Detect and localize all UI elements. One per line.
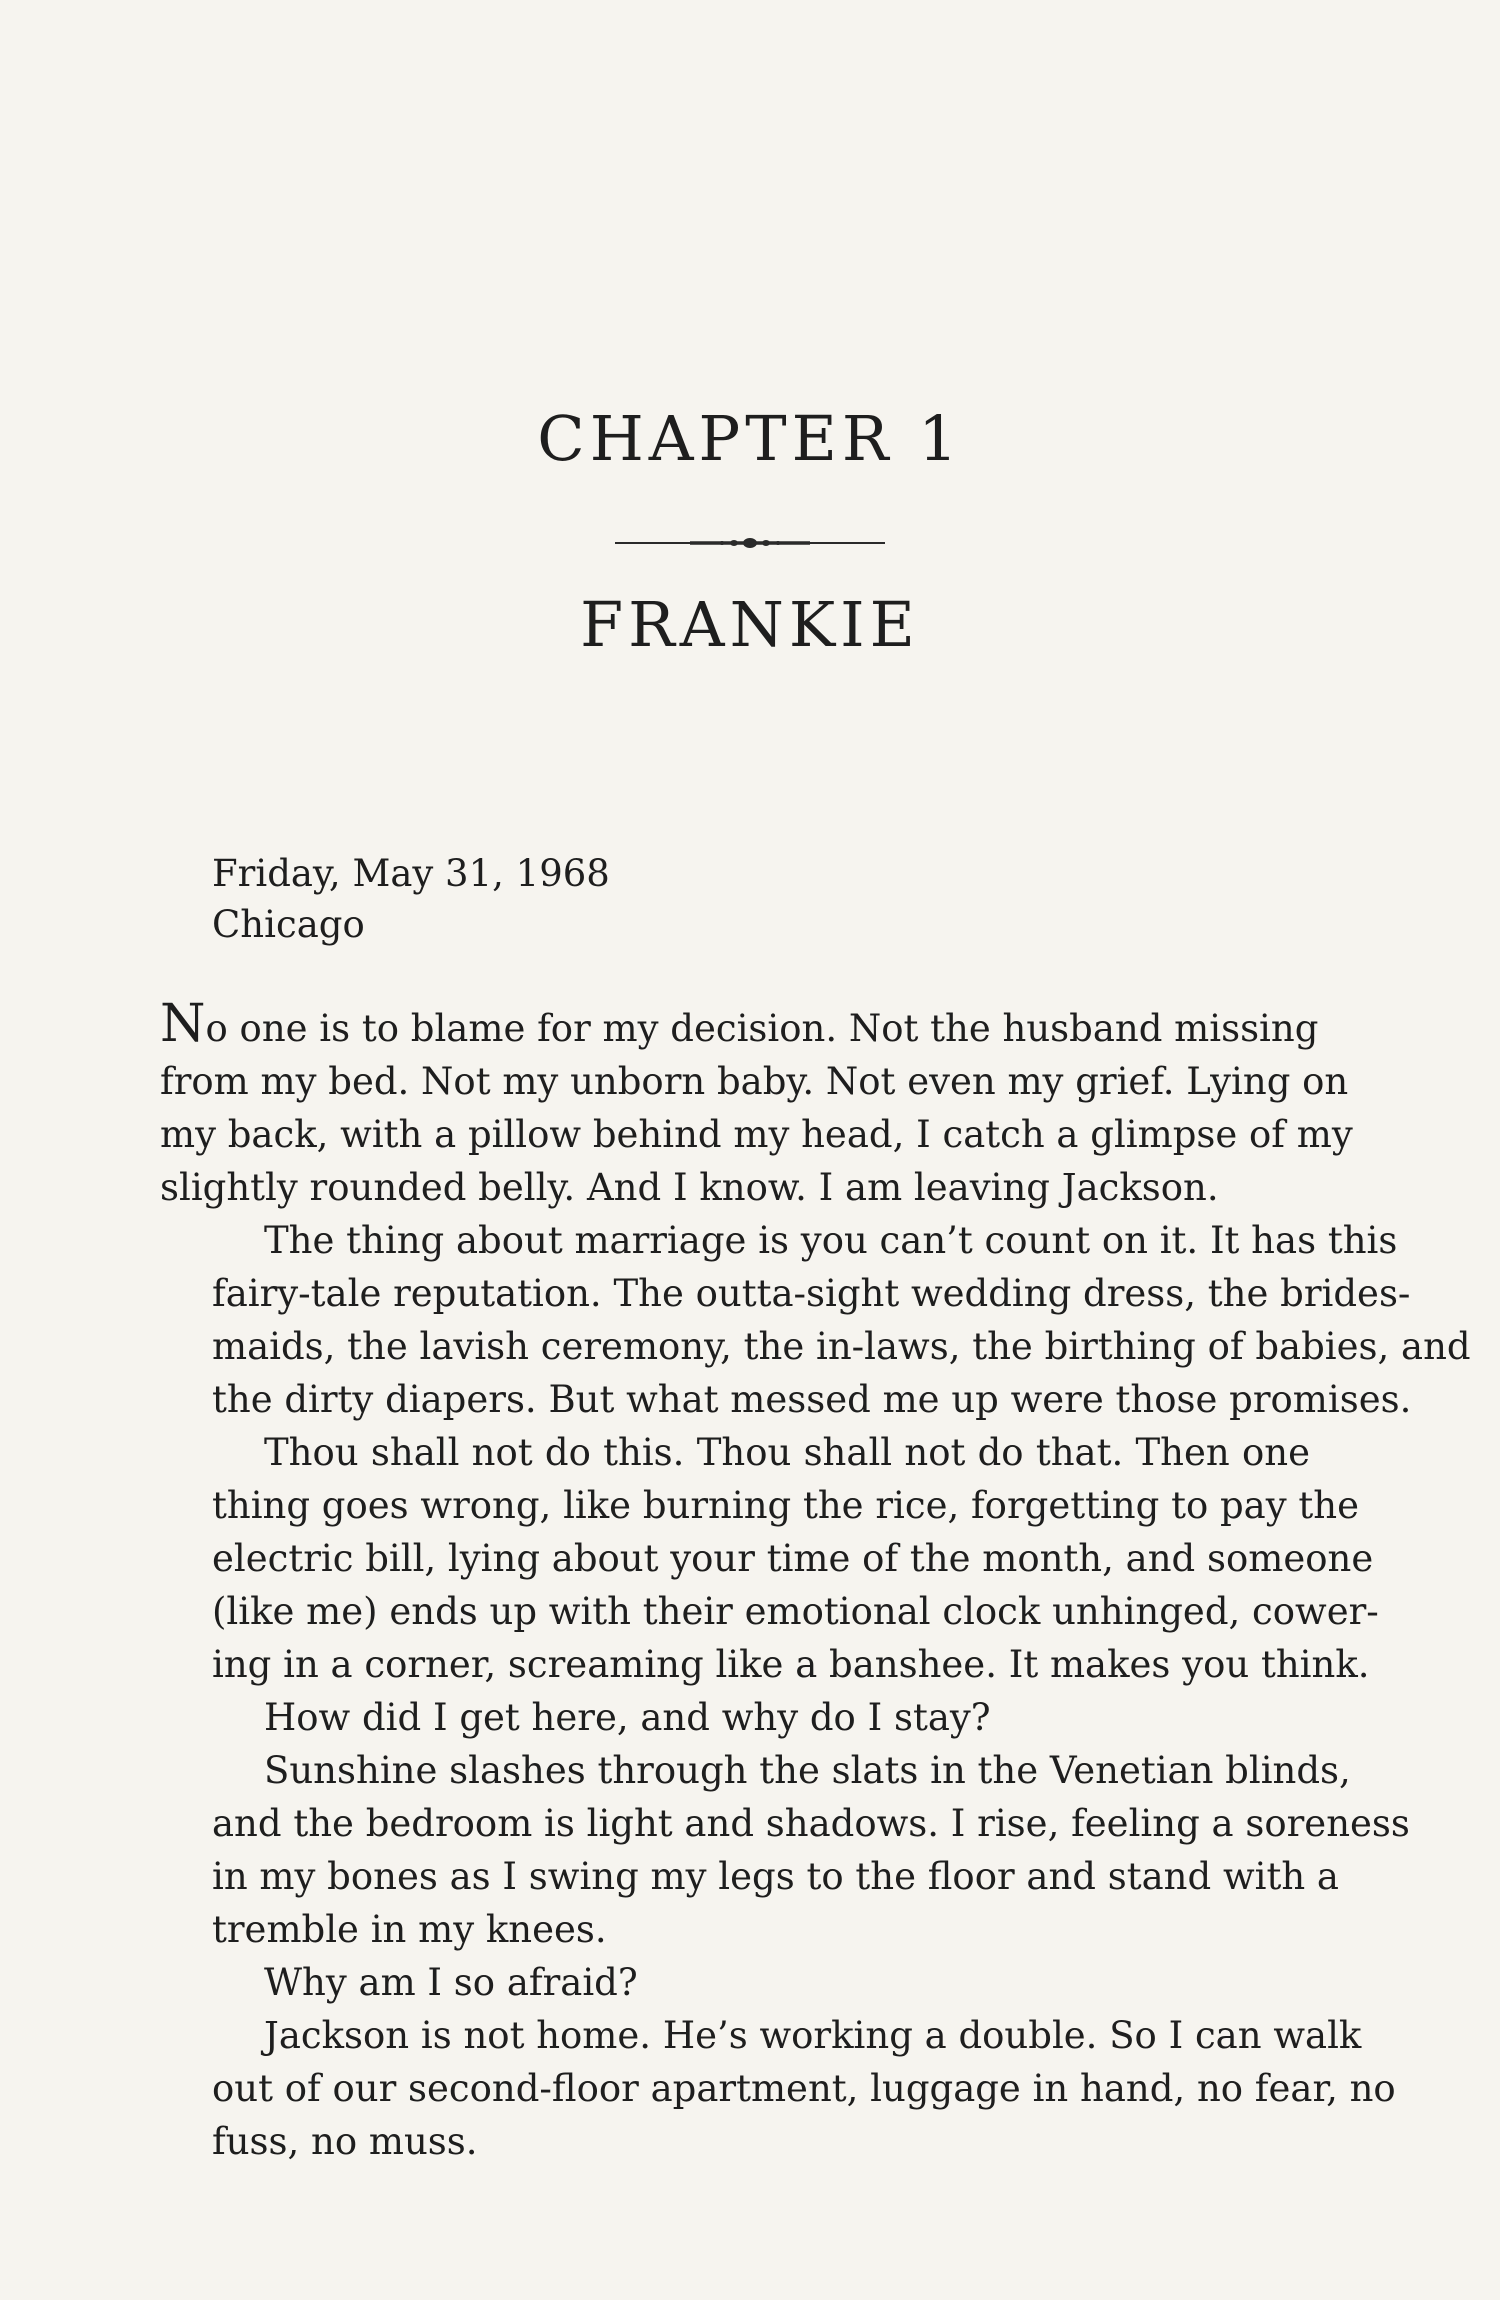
text-line: fuss, no muss. <box>212 2120 478 2163</box>
text-line: The thing about marriage is you can’t count on it. It has this <box>264 1219 1398 1262</box>
dateline <box>212 848 1312 950</box>
text-line: in my bones as I swing my legs to the floor and stand with a <box>212 1855 1339 1898</box>
paragraph-2 <box>160 1214 1471 1426</box>
chapter-number: CHAPTER 1 <box>537 402 963 475</box>
text-line: thing goes wrong, like burning the rice, forgetting to pay the <box>212 1484 1359 1527</box>
text-line: Jackson is not home. He’s working a double. So I can walk <box>264 2014 1362 2057</box>
text-line: ing in a corner, screaming like a banshee. It makes you think. <box>212 1643 1370 1686</box>
paragraph-5 <box>160 1744 1410 1956</box>
paragraph-3 <box>160 1426 1379 1691</box>
paragraph-1 <box>160 994 1353 1214</box>
text-line: (like me) ends up with their emotional clock unhinged, cower- <box>212 1590 1379 1633</box>
dateline-date: Friday, May 31, 1968 <box>212 852 610 895</box>
body-text <box>160 994 1471 2168</box>
text-line: fairy-tale reputation. The outta-sight wedding dress, the brides- <box>212 1272 1411 1315</box>
paragraph-4 <box>160 1691 1310 1744</box>
chapter-title: FRANKIE <box>580 588 920 662</box>
text-line: from my bed. Not my unborn baby. Not even my grief. Lying on <box>160 1060 1349 1103</box>
text-line: electric bill, lying about your time of the month, and someone <box>212 1537 1374 1580</box>
text-line: slightly rounded belly. And I know. I am leaving Jackson. <box>160 1166 1219 1209</box>
text-line: tremble in my knees. <box>212 1908 607 1951</box>
text-line: How did I get here, and why do I stay? <box>264 1696 991 1739</box>
dateline-place: Chicago <box>212 903 365 946</box>
text-line: and the bedroom is light and shadows. I rise, feeling a soreness <box>212 1802 1410 1845</box>
text-line: Thou shall not do this. Thou shall not do that. Then one <box>264 1431 1310 1474</box>
chapter-header <box>0 402 1500 662</box>
text-line: maids, the lavish ceremony, the in-laws, the birthing of babies, and <box>212 1325 1471 1368</box>
text-line: Why am I so afraid? <box>264 1961 638 2004</box>
text-line: out of our second-floor apartment, luggage in hand, no fear, no <box>212 2067 1396 2110</box>
text-line: my back, with a pillow behind my head, I catch a glimpse of my <box>160 1113 1353 1156</box>
text-line: the dirty diapers. But what messed me up were those promises. <box>212 1378 1412 1421</box>
divider-ornament-icon <box>610 533 890 553</box>
paragraph-6 <box>160 1956 1310 2009</box>
initial-letter: N <box>160 994 206 1054</box>
text-line: Sunshine slashes through the slats in the Venetian blinds, <box>264 1749 1351 1792</box>
text-line: No one is to blame for my decision. Not the husband missing <box>160 994 1319 1054</box>
paragraph-7 <box>160 2009 1396 2168</box>
